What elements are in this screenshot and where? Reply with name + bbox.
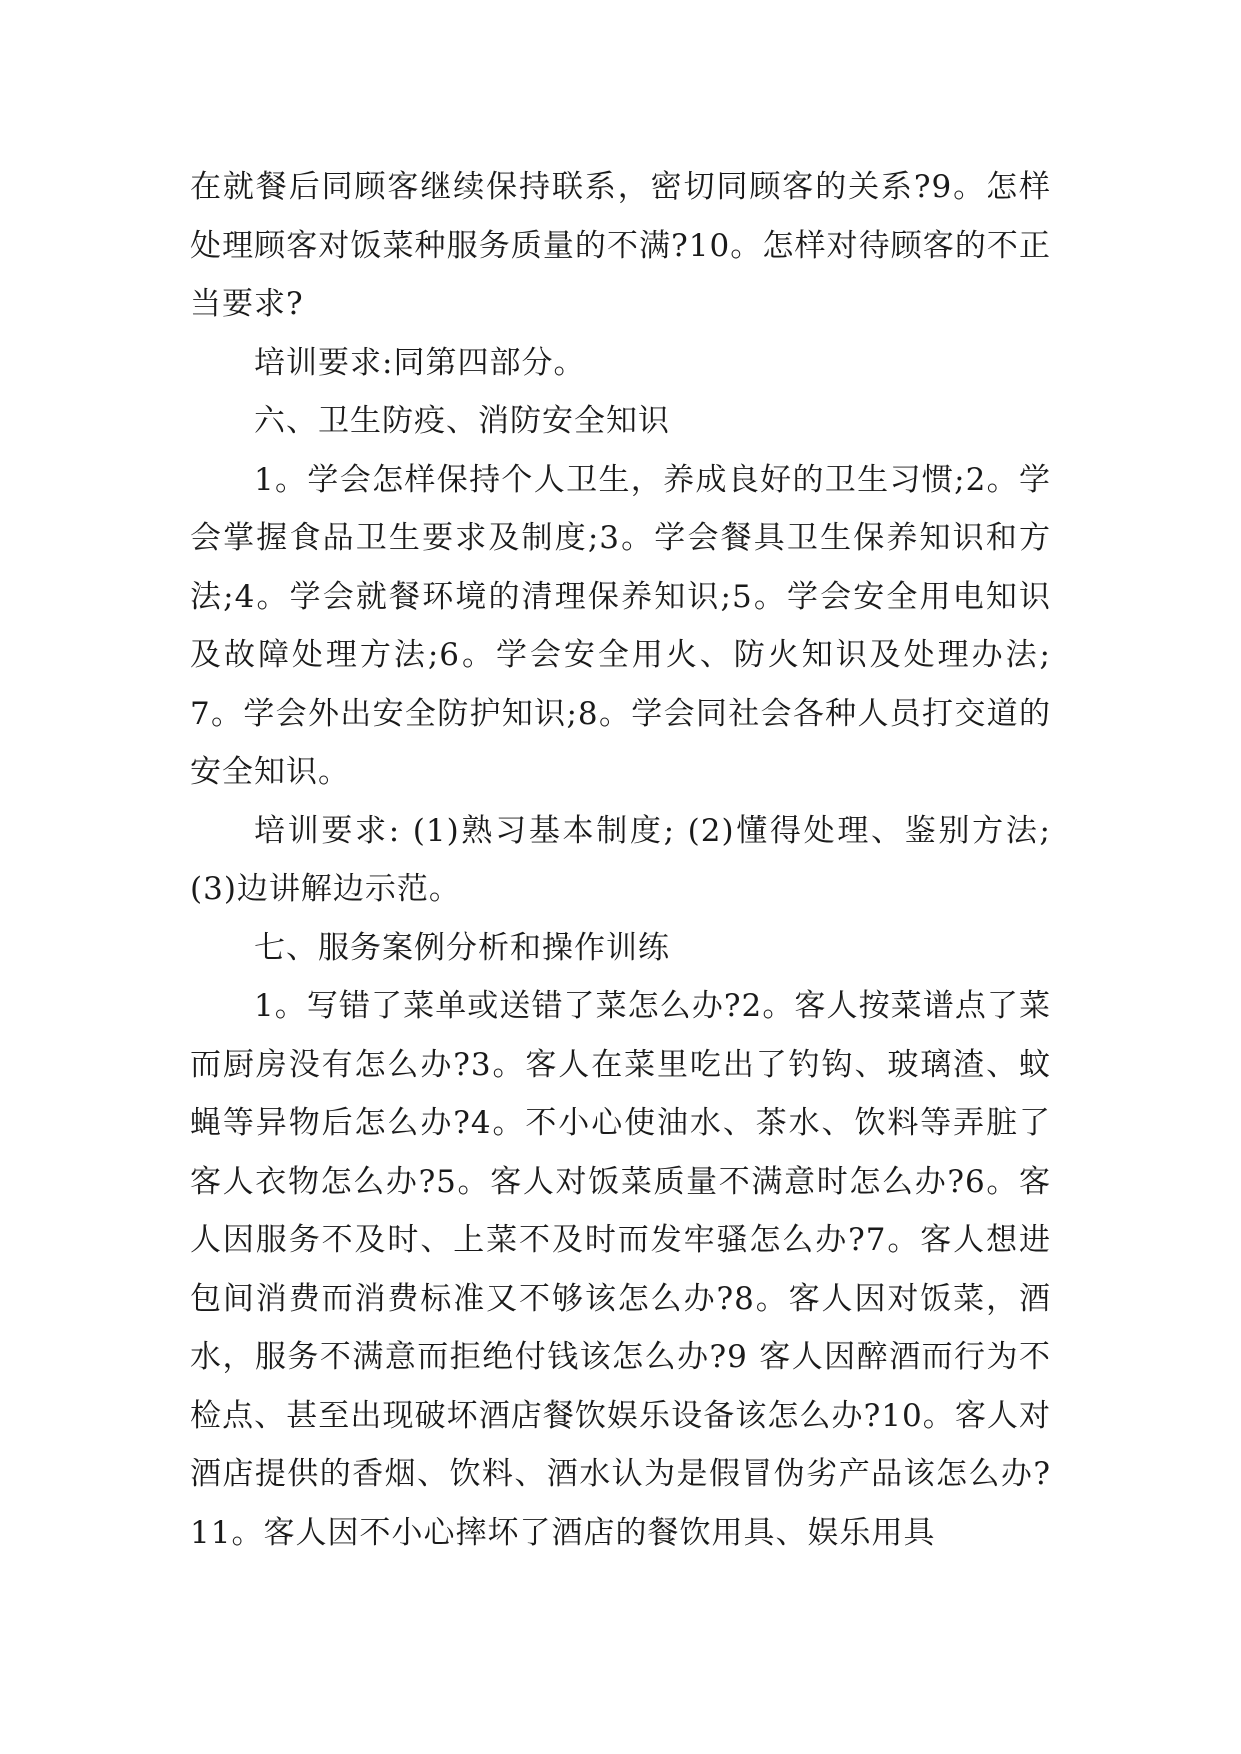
paragraph-training-requirement-1: 培训要求:同第四部分。 <box>254 344 586 381</box>
document-body <box>190 158 1051 1562</box>
section-heading-hygiene-fire-safety: 六、卫生防疫、消防安全知识 <box>254 403 670 439</box>
paragraph-training-requirement-2: 培训要求: (1)熟习基本制度; (2)懂得处理、鉴别方法; (3)边讲解边示范。 <box>190 812 1051 907</box>
paragraph-case-analysis-items: 1。写错了菜单或送错了菜怎么办?2。客人按菜谱点了菜而厨房没有怎么办?3。客人在菜里吃出了钓钩、玻璃渣、蚊蝇等异物后怎么办?4。不小心使油水、茶水、饮料等弄脏了客人衣物怎么办?5。客人对饭菜质量不满意时怎么办?6。客人因服务不及时、上菜不及时而发牢骚怎么办?7。客人想进包间消费而消费标准又不够该怎么办?8。客人因对饭菜，酒水，服务不满意而拒绝付钱该怎么办?9 客人因醉酒而行为不检点、甚至出现破坏酒店餐饮娱乐设备该怎么办?10。客人对酒店提供的香烟、饮料、酒水认为是假冒伪劣产品该怎么办?11。客人因不小心摔坏了酒店的餐饮用具、娱乐用具 <box>190 988 1051 1551</box>
paragraph-continuation: 在就餐后同顾客继续保持联系，密切同顾客的关系?9。怎样处理顾客对饭菜种服务质量的不满?10。怎样对待顾客的不正当要求? <box>190 169 1051 322</box>
paragraph-hygiene-safety-items: 1。学会怎样保持个人卫生，养成良好的卫生习惯;2。学会掌握食品卫生要求及制度;3。学会餐具卫生保养知识和方法;4。学会就餐环境的清理保养知识;5。学会安全用电知识及故障处理方法;6。学会安全用火、防火知识及处理办法;7。学会外出安全防护知识;8。学会同社会各种人员打交道的安全知识。 <box>190 461 1051 790</box>
section-heading-case-analysis: 七、服务案例分析和操作训练 <box>254 929 670 966</box>
